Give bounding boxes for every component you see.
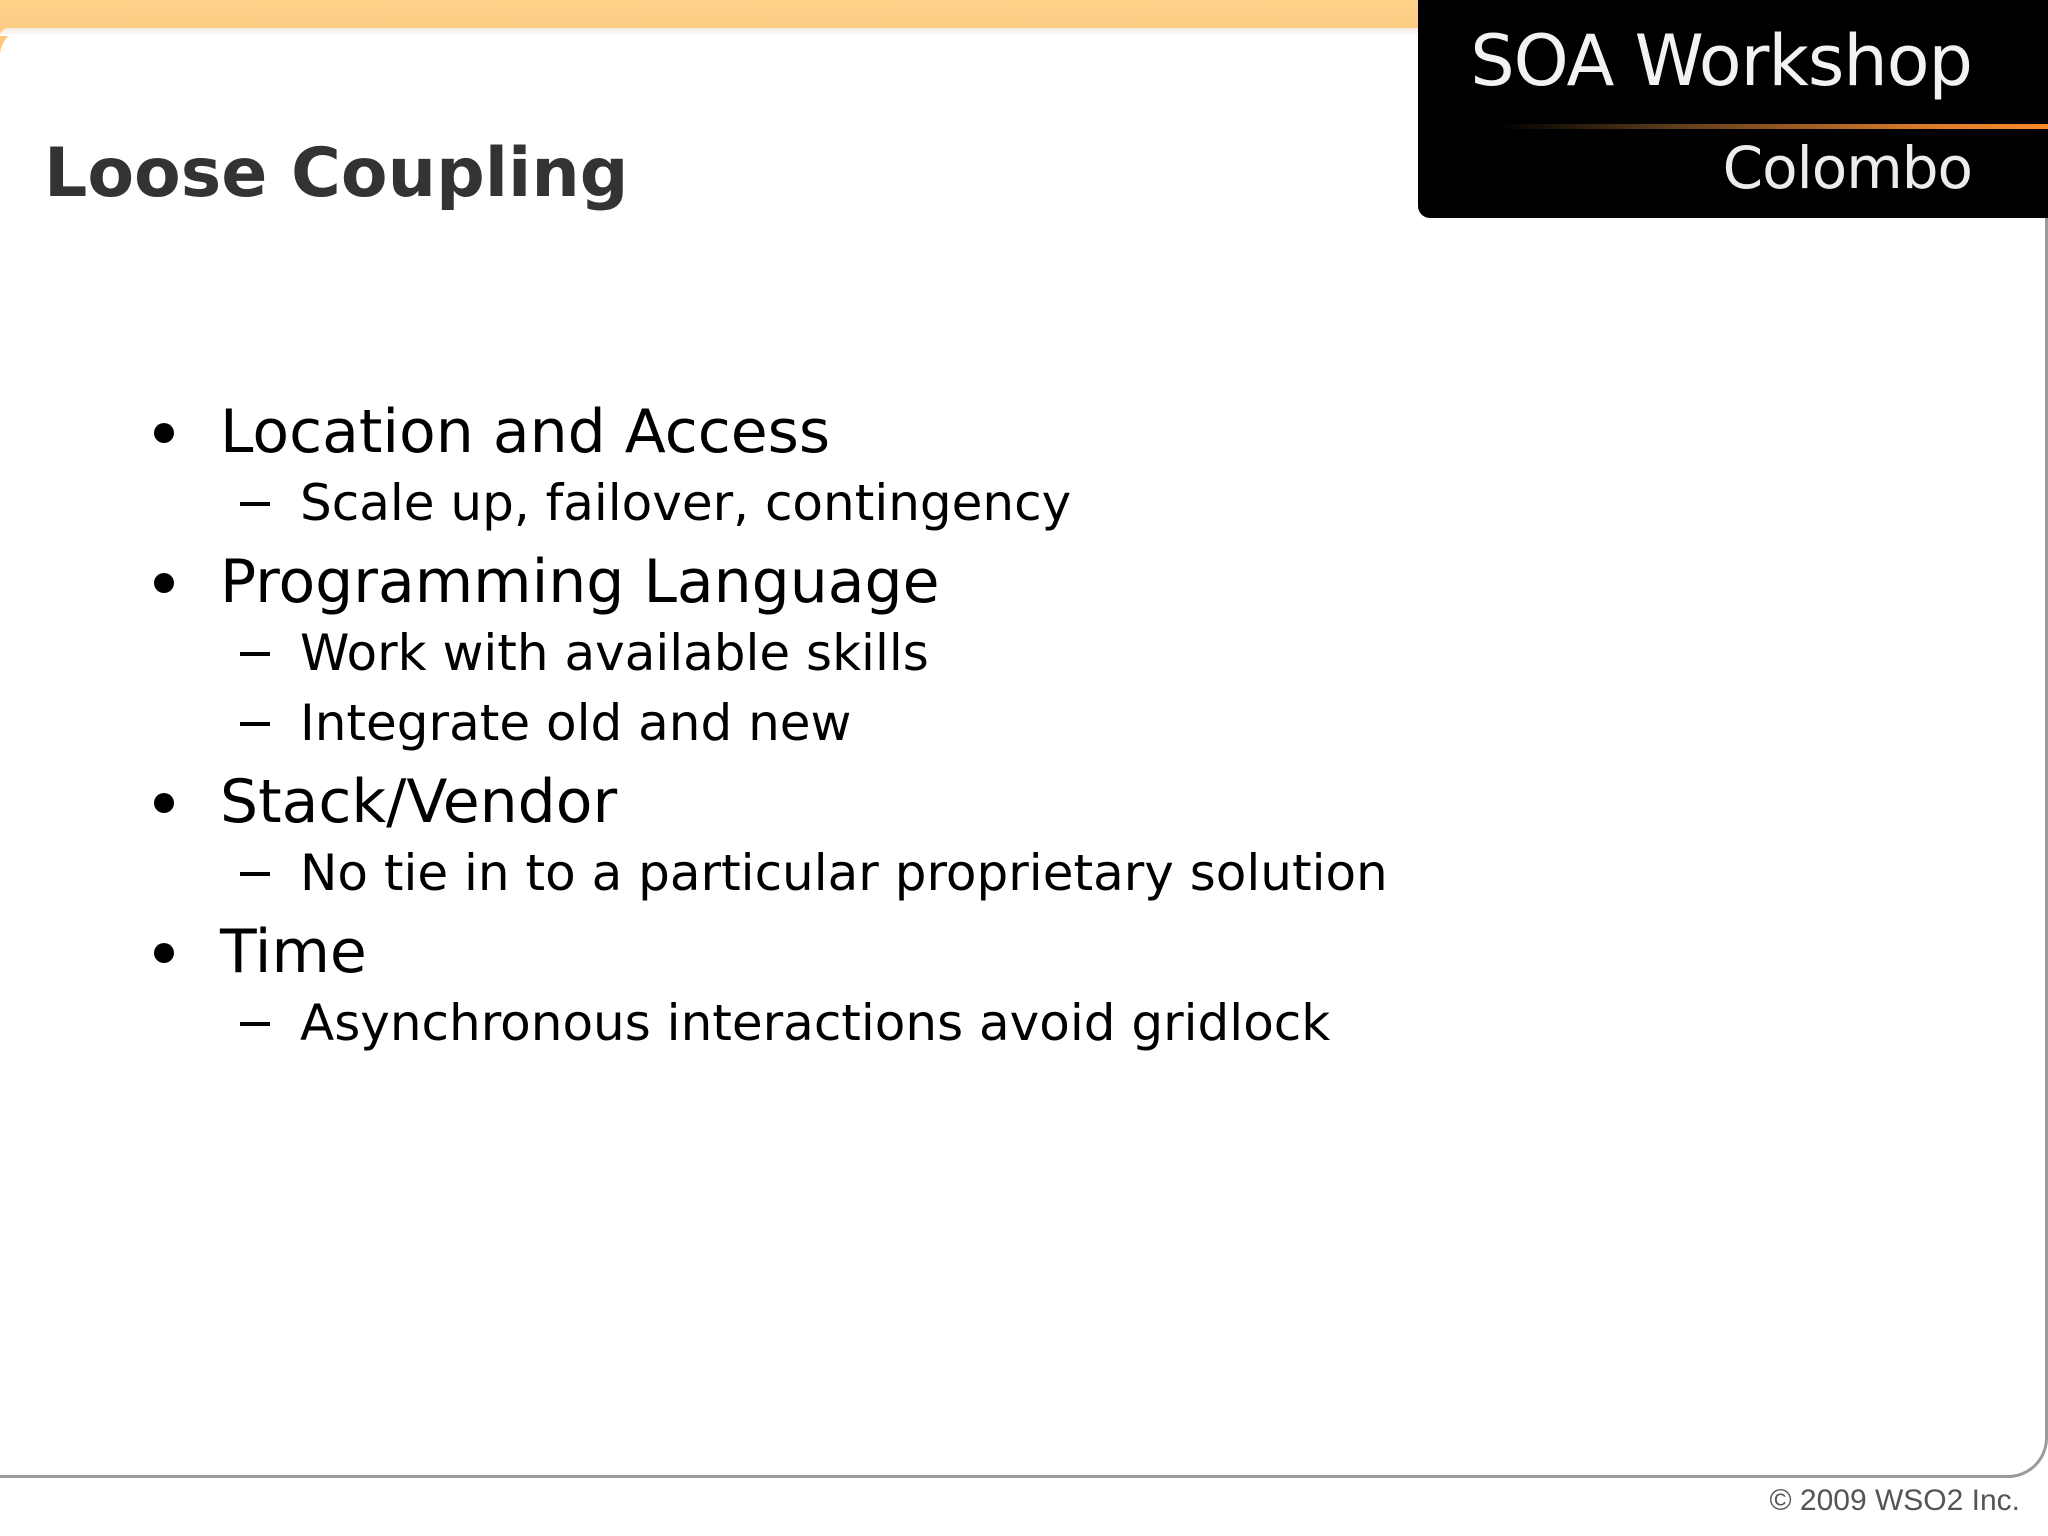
bullet-item bbox=[150, 396, 1388, 468]
sub-bullet-item bbox=[150, 468, 1388, 538]
copyright-footer: © 2009 WSO2 Inc. bbox=[1769, 1484, 2020, 1517]
sub-bullet-label: Scale up, failover, contingency bbox=[300, 474, 1072, 532]
dash-icon bbox=[240, 872, 270, 876]
bullet-dot-icon bbox=[154, 943, 174, 963]
bullet-item bbox=[150, 916, 1388, 988]
bullet-label: Stack/Vendor bbox=[220, 767, 618, 837]
dash-icon bbox=[240, 502, 270, 506]
slide-title: Loose Coupling bbox=[44, 134, 629, 213]
bullet-label: Programming Language bbox=[220, 547, 940, 617]
brand-title: SOA Workshop bbox=[1470, 20, 1972, 102]
dash-icon bbox=[240, 652, 270, 656]
bullet-label: Time bbox=[220, 917, 367, 987]
bullet-item bbox=[150, 546, 1388, 618]
brand-subtitle: Colombo bbox=[1722, 134, 1972, 202]
sub-bullet-item bbox=[150, 688, 1388, 758]
sub-bullet-label: Integrate old and new bbox=[300, 694, 852, 752]
bullet-item bbox=[150, 766, 1388, 838]
sub-bullet-label: Asynchronous interactions avoid gridlock bbox=[300, 994, 1331, 1052]
sub-bullet-label: Work with available skills bbox=[300, 624, 929, 682]
bullet-list bbox=[150, 388, 1388, 1058]
bullet-dot-icon bbox=[154, 793, 174, 813]
bullet-dot-icon bbox=[154, 573, 174, 593]
brand-divider bbox=[1498, 124, 2048, 129]
sub-bullet-item bbox=[150, 988, 1388, 1058]
sub-bullet-item bbox=[150, 618, 1388, 688]
bullet-label: Location and Access bbox=[220, 397, 831, 467]
bullet-dot-icon bbox=[154, 423, 174, 443]
panel-top-shade bbox=[0, 28, 1430, 36]
sub-bullet-label: No tie in to a particular proprietary solution bbox=[300, 844, 1388, 902]
workshop-brand-box bbox=[1418, 0, 2048, 218]
dash-icon bbox=[240, 1022, 270, 1026]
sub-bullet-item bbox=[150, 838, 1388, 908]
dash-icon bbox=[240, 722, 270, 726]
